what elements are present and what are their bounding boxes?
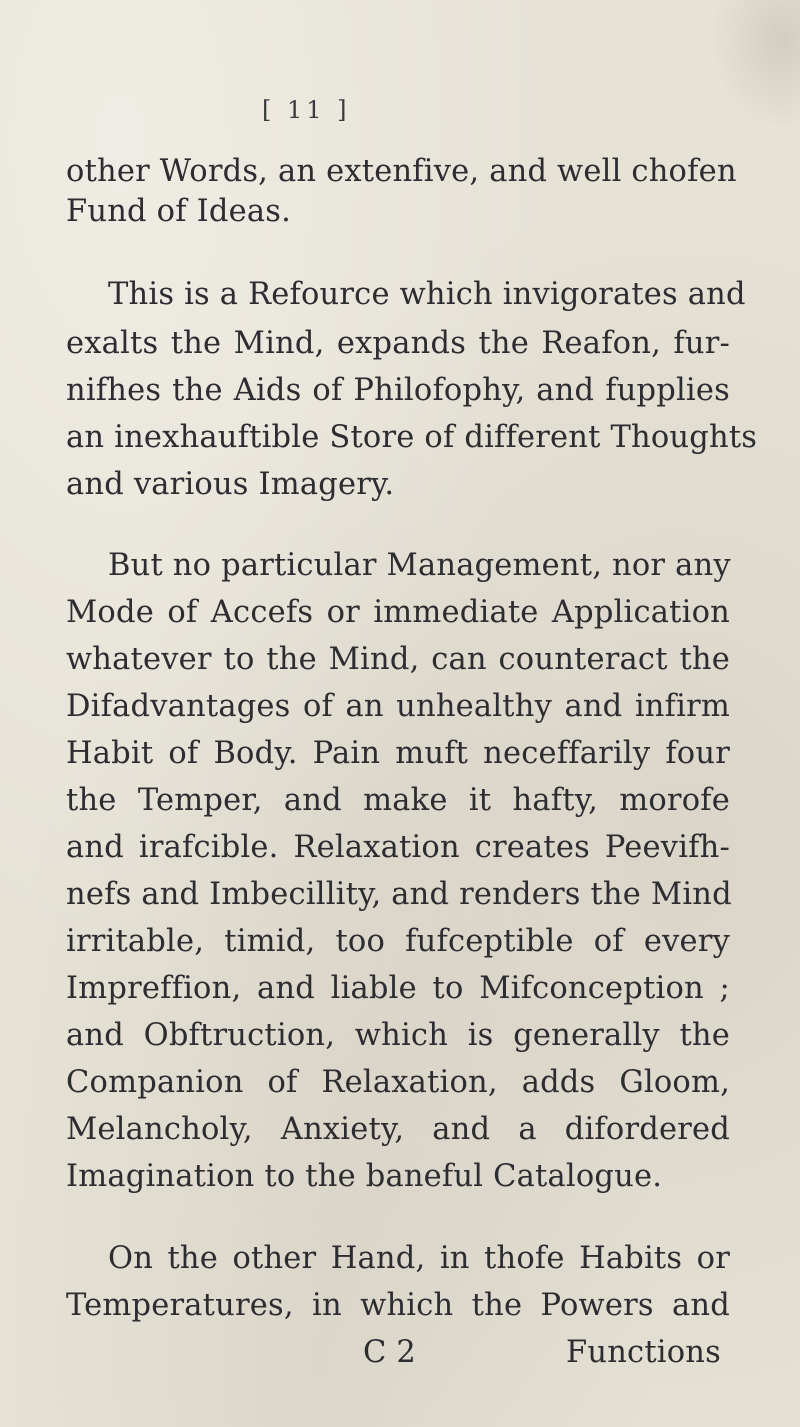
page-number: [ 11 ] (262, 96, 351, 124)
text-line: On the other Hand, in thofe Habits or (108, 1241, 730, 1276)
text-line: other Words, an extenfive, and well chofen (66, 154, 737, 189)
text-line: whatever to the Mind, can counteract the (66, 642, 730, 677)
text-line: Temperatures, in which the Powers and (66, 1288, 730, 1323)
text-line: and various Imagery. (66, 467, 395, 502)
text-line: nifhes the Aids of Philofophy, and fupplies (66, 373, 730, 408)
text-line: exalts the Mind, expands the Reafon, fur- (66, 326, 730, 361)
text-line: Mode of Accefs or immediate Application (66, 595, 730, 630)
text-line: Melancholy, Anxiety, and a difordered (66, 1112, 730, 1147)
catchword: Functions (566, 1335, 721, 1370)
signature-mark: C 2 (363, 1335, 417, 1370)
text-line: Companion of Relaxation, adds Gloom, (66, 1065, 730, 1100)
text-line: This is a Refource which invigorates and (108, 277, 746, 312)
text-line: Impreffion, and liable to Mifconception ; (66, 971, 730, 1006)
paper-stain (710, 0, 800, 130)
text-line: Fund of Ideas. (66, 194, 291, 229)
text-line: Difadvantages of an unhealthy and infirm (66, 689, 730, 724)
text-line: But no particular Management, nor any (108, 548, 731, 583)
text-line: nefs and Imbecillity, and renders the Mind (66, 877, 732, 912)
text-line: and irafcible. Relaxation creates Peevifh- (66, 830, 730, 865)
text-line: irritable, timid, too fufceptible of every (66, 924, 730, 959)
text-line: the Temper, and make it hafty, morofe (66, 783, 730, 818)
text-line: and Obftruction, which is generally the (66, 1018, 730, 1053)
text-line: Habit of Body. Pain muft neceffarily four (66, 736, 730, 771)
text-line: Imagination to the baneful Catalogue. (66, 1159, 663, 1194)
text-line: an inexhauftible Store of different Thoughts (66, 420, 758, 455)
